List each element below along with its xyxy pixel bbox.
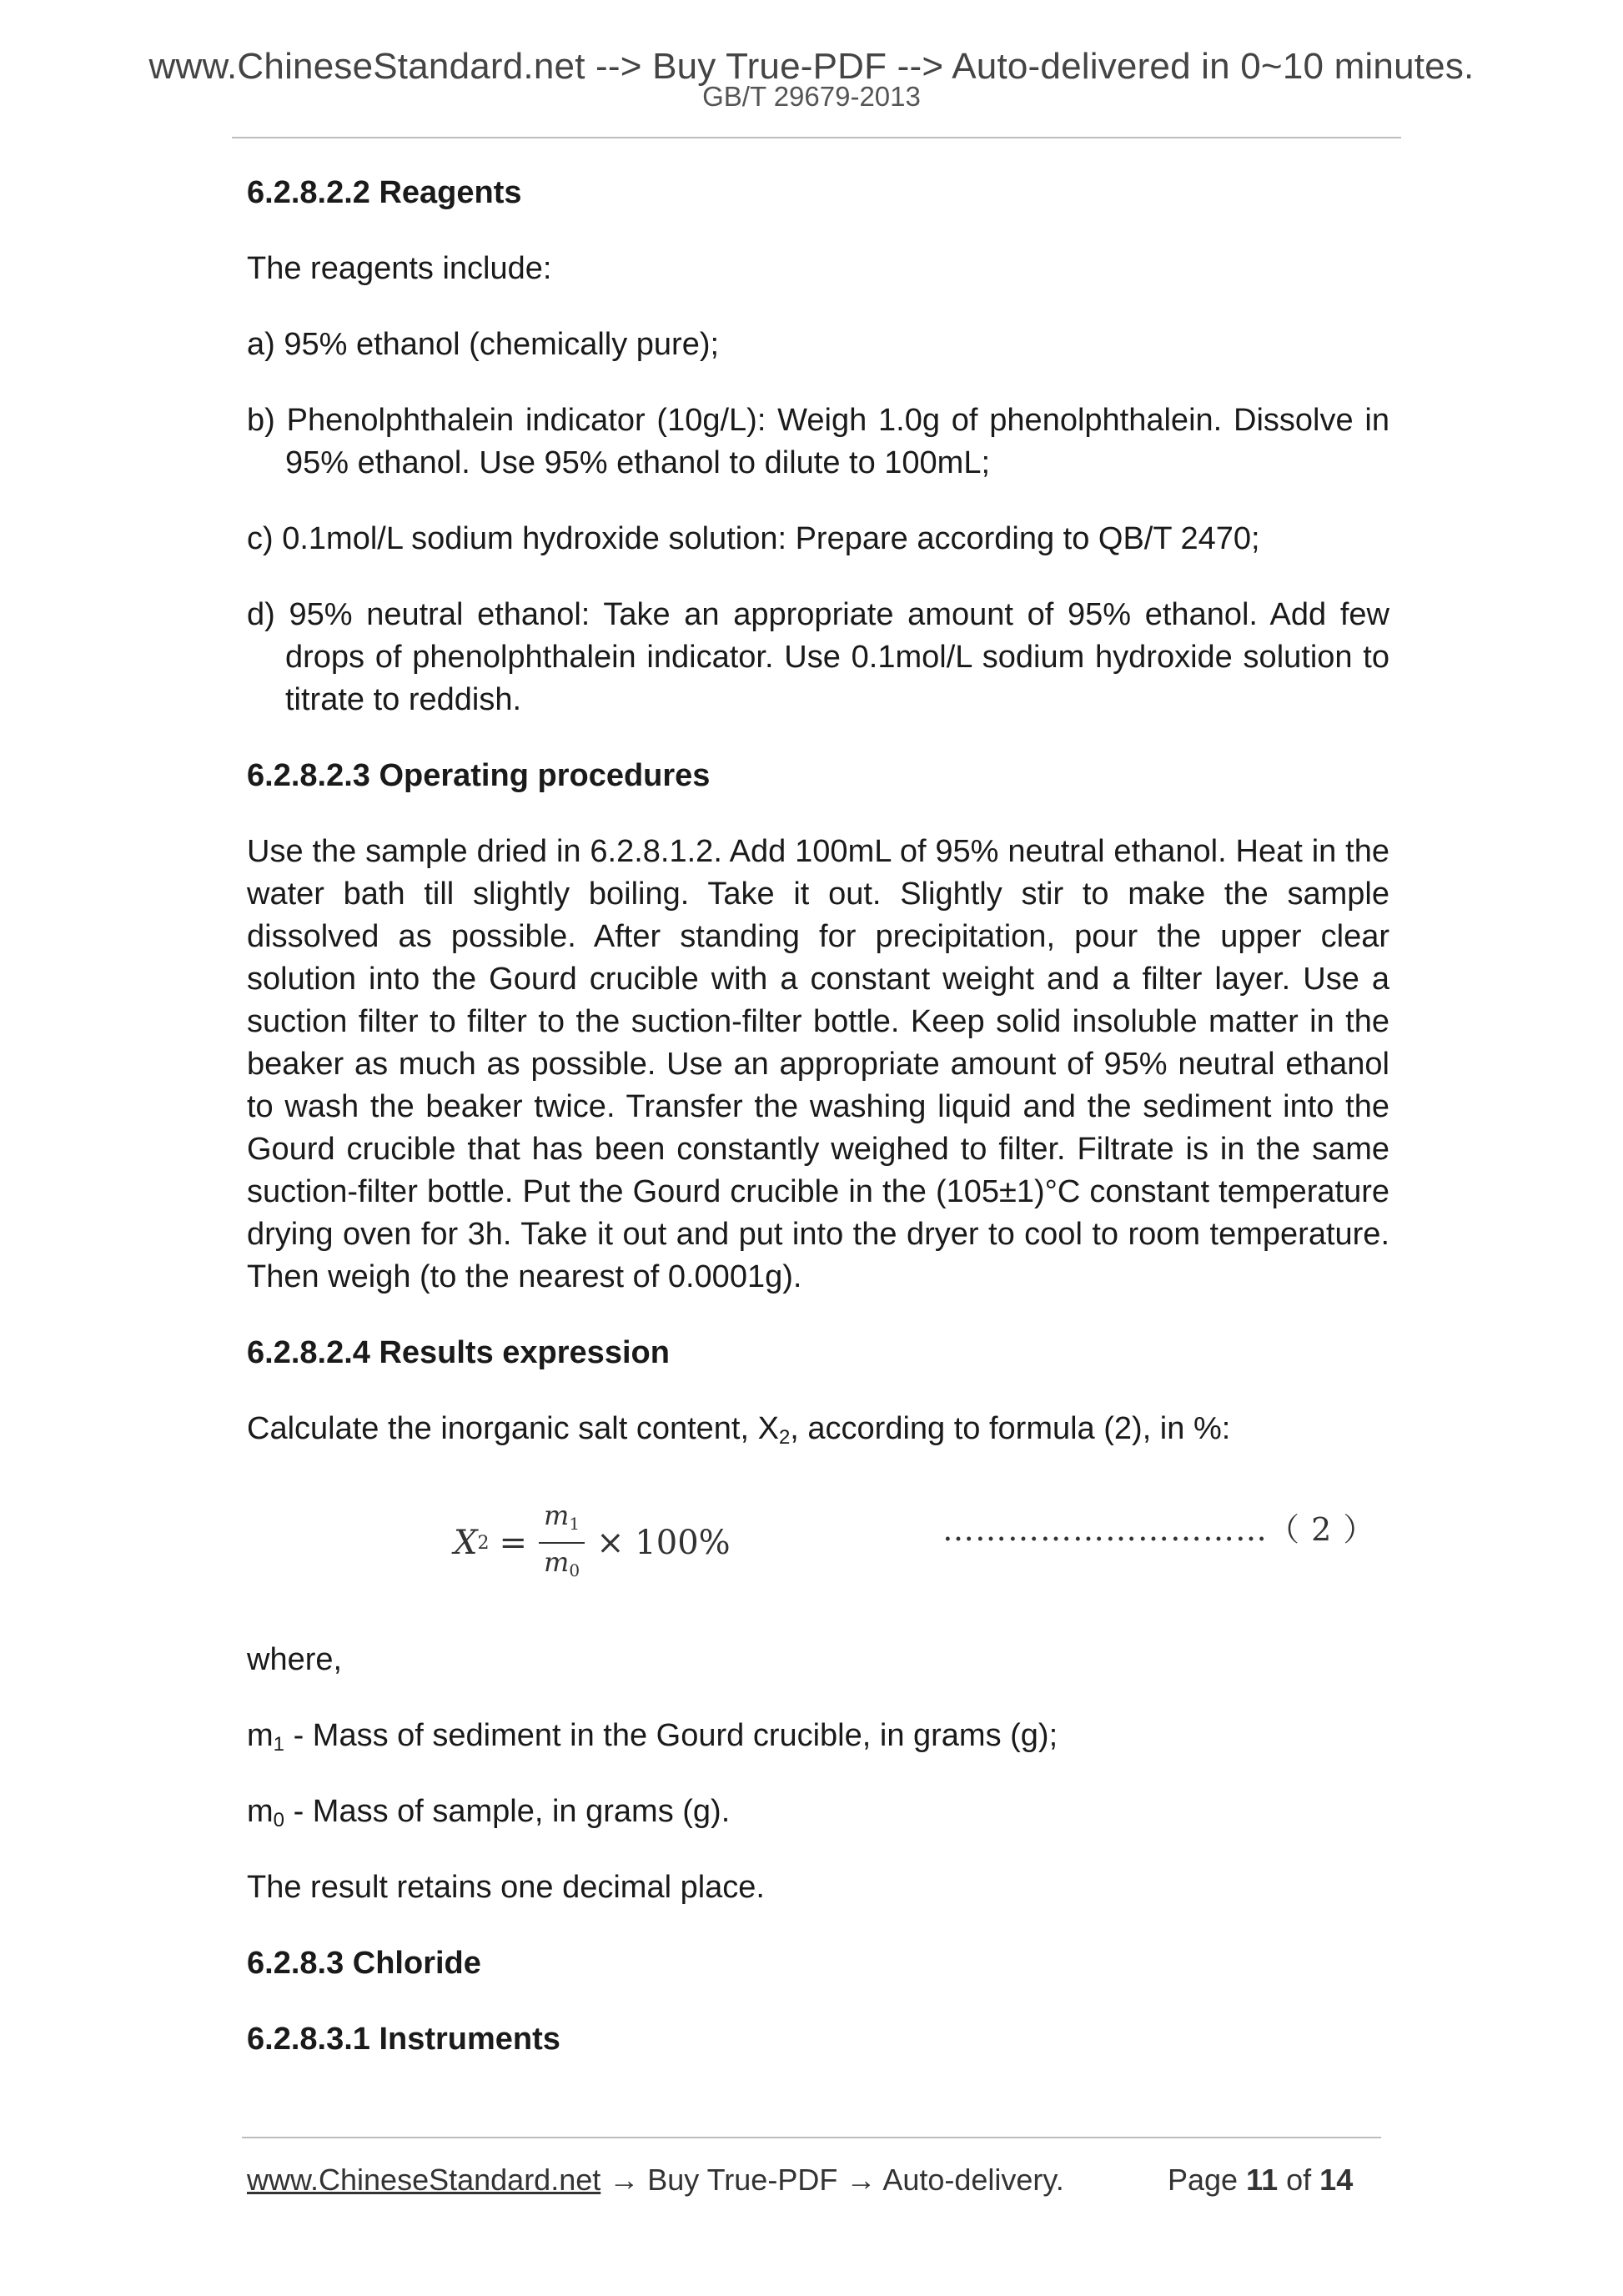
formula-num-sub: 1 <box>569 1514 580 1534</box>
page-total: 14 <box>1319 2163 1354 2197</box>
def-m1-symbol: m <box>247 1718 274 1753</box>
section-heading-procedures: 6.2.8.2.3 Operating procedures <box>247 758 711 793</box>
page-label: Page <box>1168 2163 1247 2197</box>
definition-m0 <box>247 1791 1389 1833</box>
header-divider <box>232 137 1401 138</box>
where-label: where, <box>247 1642 343 1677</box>
def-m0-symbol: m <box>247 1794 274 1829</box>
page-number <box>1168 2160 1353 2200</box>
formula-den-var: m <box>544 1546 570 1578</box>
footer-link-rest: → Buy True-PDF → Auto-delivery. <box>600 2163 1064 2197</box>
section-heading-instruments: 6.2.8.3.1 Instruments <box>247 2022 560 2057</box>
reagents-intro: The reagents include: <box>247 251 552 286</box>
formula-times: × 100% <box>596 1523 731 1562</box>
results-intro-post: , according to formula (2), in %: <box>790 1411 1231 1446</box>
formula-lhs: X <box>454 1523 478 1562</box>
formula-equals: = <box>499 1523 527 1562</box>
header-banner: www.ChineseStandard.net --> Buy True-PDF --> Auto-delivered in 0~10 minutes. <box>148 46 1475 87</box>
formula-fraction <box>539 1499 585 1587</box>
definition-m1 <box>247 1715 1389 1757</box>
footer-site-link[interactable]: www.ChineseStandard.net <box>247 2163 601 2197</box>
document-id: GB/T 29679-2013 <box>702 81 921 112</box>
footer-divider <box>242 2137 1381 2138</box>
formula-denominator <box>539 1544 585 1587</box>
formula-block <box>247 1484 1389 1609</box>
def-m0-sub: 0 <box>273 1809 285 1831</box>
results-intro-sub: 2 <box>778 1426 791 1449</box>
def-m1-sub: 1 <box>273 1733 285 1756</box>
formula-numerator <box>539 1499 585 1544</box>
section-heading-results: 6.2.8.2.4 Results expression <box>247 1335 670 1370</box>
formula-number: …………………………（ 2 ） <box>942 1511 1376 1548</box>
page-current: 11 <box>1246 2163 1279 2197</box>
def-m0-text: - Mass of sample, in grams (g). <box>284 1794 731 1829</box>
results-intro-pre: Calculate the inorganic salt content, X <box>247 1411 779 1446</box>
reagent-item-a: a) 95% ethanol (chemically pure); <box>247 327 720 362</box>
footer-links <box>247 2160 1064 2200</box>
results-intro <box>247 1408 1389 1450</box>
formula-lhs-sub: 2 <box>477 1532 490 1554</box>
formula-num-var: m <box>544 1500 570 1531</box>
formula-expression <box>454 1499 731 1587</box>
page-content <box>247 172 1389 2094</box>
section-heading-chloride: 6.2.8.3 Chloride <box>247 1946 481 1981</box>
reagent-item-d: d) 95% neutral ethanol: Take an appropriate amount of 95% ethanol. Add few drops of phenolphthalein indicator. Use 0.1mol/L sodium hydroxide solution to titrate to reddish. <box>247 597 1389 717</box>
section-heading-reagents: 6.2.8.2.2 Reagents <box>247 175 522 210</box>
reagent-item-b: b) Phenolphthalein indicator (10g/L): Weigh 1.0g of phenolphthalein. Dissolve in 95% ethanol. Use 95% ethanol to dilute to 100mL; <box>247 403 1389 480</box>
result-note: The result retains one decimal place. <box>247 1870 765 1905</box>
procedures-paragraph: Use the sample dried in 6.2.8.1.2. Add 100mL of 95% neutral ethanol. Heat in the water bath till slightly boiling. Take it out. Slightly stir to make the sample dissolved as possible. After standing for precipitation, pour the upper clear solution into the Gourd crucible with a constant weight and a filter layer. Use a suction filter to filter to the suction-filter bottle. Keep solid insoluble matter in the beaker as much as possible. Use an appropriate amount of 95% neutral ethanol to wash the beaker twice. Transfer the washing liquid and the sediment into the Gourd crucible that has been constantly weighed to filter. Filtrate is in the same suction-filter bottle. Put the Gourd crucible in the (105±1)°C constant temperature drying oven for 3h. Take it out and put into the dryer to cool to room temperature. Then weigh (to the nearest of 0.0001g). <box>247 834 1389 1294</box>
page-of-label: of <box>1278 2163 1320 2197</box>
formula-den-sub: 0 <box>569 1560 580 1580</box>
reagent-item-c: c) 0.1mol/L sodium hydroxide solution: Prepare according to QB/T 2470; <box>247 521 1260 556</box>
def-m1-text: - Mass of sediment in the Gourd crucible, in grams (g); <box>284 1718 1058 1753</box>
